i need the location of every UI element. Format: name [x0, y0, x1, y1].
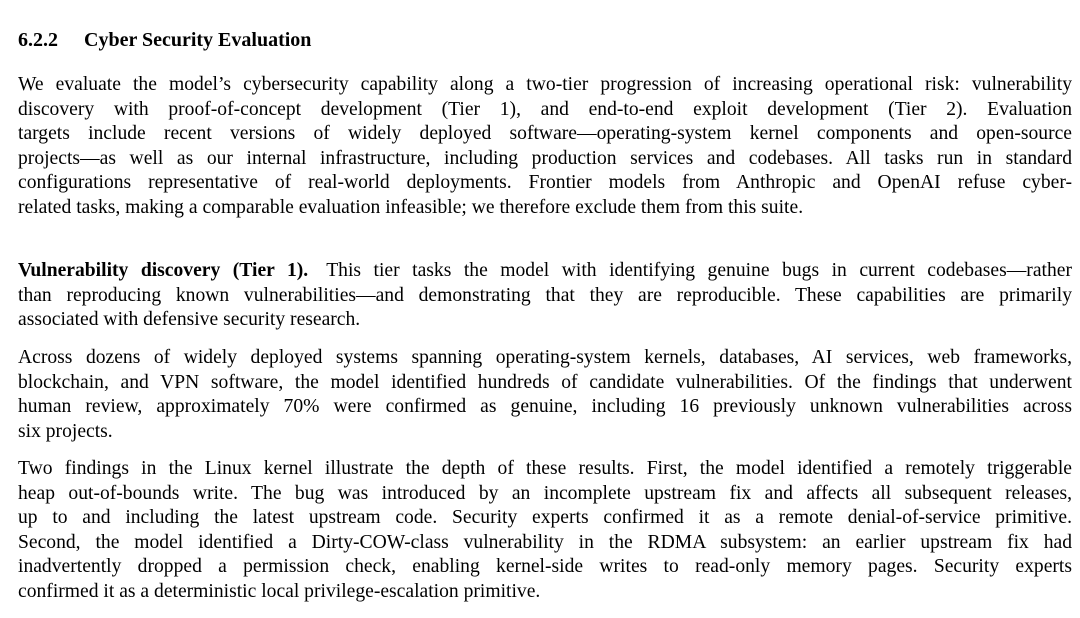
text-line: Second, the model identified a Dirty-COW-class vulnerability in the RDMA subsystem: an earlier upstream fix had — [18, 531, 1072, 553]
text-line: projects—as well as our internal infrastructure, including production services and codebases. All tasks run in standard — [18, 147, 1072, 169]
text-line: up to and including the latest upstream code. Security experts confirmed it as a remote denial-of-service primitive. — [18, 507, 1072, 529]
text-line: related tasks, making a comparable evaluation infeasible; we therefore exclude them from this suite. — [18, 196, 804, 218]
text-line: heap out-of-bounds write. The bug was introduced by an incomplete upstream fix and affects all subsequent releases, — [18, 482, 1072, 504]
text-line: human review, approximately 70% were confirmed as genuine, including 16 previously unknown vulnerabilities across — [18, 396, 1072, 418]
run-in-heading: Vulnerability discovery (Tier 1). — [18, 260, 309, 281]
text-line: six projects. — [18, 420, 113, 442]
text-line: blockchain, and VPN software, the model identified hundreds of candidate vulnerabilities. Of the findings that underwent — [18, 371, 1072, 393]
text-line: inadvertently dropped a permission check, enabling kernel-side writes to read-only memory pages. Security experts — [18, 556, 1072, 578]
text-line: associated with defensive security research. — [18, 309, 361, 331]
paragraph-findings — [18, 346, 1072, 444]
section-number: 6.2.2 — [18, 29, 58, 51]
text-line: Across dozens of widely deployed systems spanning operating-system kernels, databases, AI services, web frameworks, — [18, 347, 1072, 368]
text-line: Two findings in the Linux kernel illustrate the depth of these results. First, the model identified a remotely triggerable — [18, 458, 1072, 479]
paragraph-linux-kernel — [18, 457, 1072, 605]
text-line: We evaluate the model’s cybersecurity capability along a two-tier progression of increasing operational risk: vulnerability — [18, 74, 1072, 95]
text-line — [18, 259, 1072, 284]
text-line: than reproducing known vulnerabilities—and demonstrating that they are reproducible. These capabilities are primarily — [18, 284, 1072, 306]
text-line: discovery with proof-of-concept development (Tier 1), and end-to-end exploit development (Tier 2). Evaluation — [18, 98, 1072, 120]
text-line-rest: This tier tasks the model with identifying genuine bugs in current codebases—rather — [326, 260, 1072, 281]
text-line: confirmed it as a deterministic local privilege-escalation primitive. — [18, 580, 541, 602]
text-line: targets include recent versions of widely deployed software—operating-system kernel components and open-source — [18, 123, 1072, 145]
paragraph-tier1 — [18, 259, 1072, 333]
paragraph-intro — [18, 73, 1072, 221]
section-heading — [18, 28, 311, 52]
section-title: Cyber Security Evaluation — [84, 29, 312, 51]
text-line: configurations representative of real-world deployments. Frontier models from Anthropic and OpenAI refuse cyber- — [18, 172, 1072, 194]
